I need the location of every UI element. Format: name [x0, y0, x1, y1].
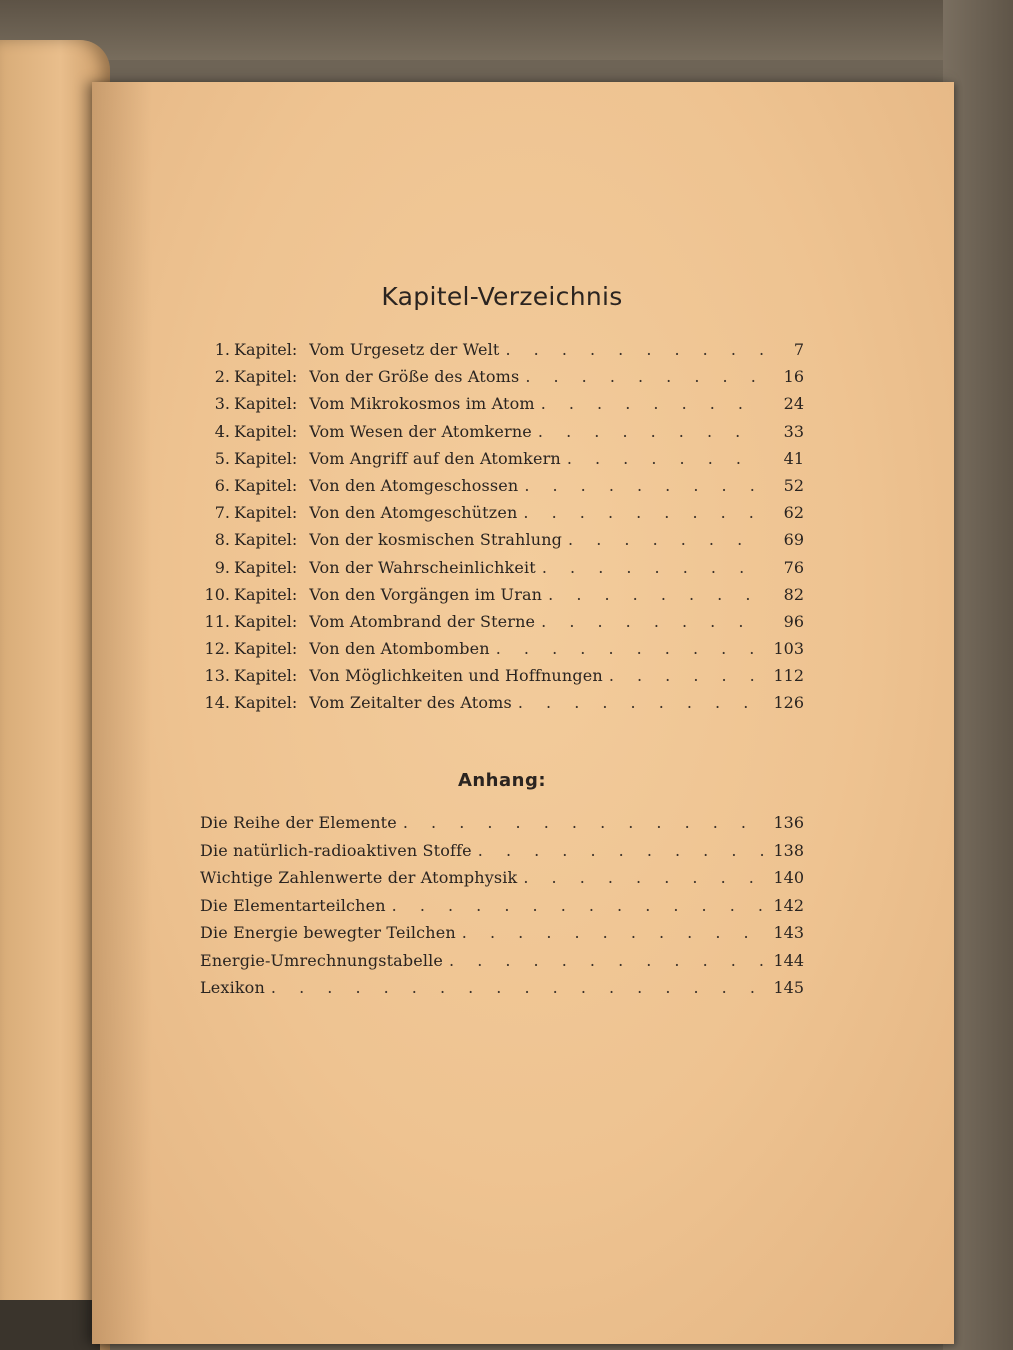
dot-leader: [524, 476, 764, 495]
toc-chapter-row: [200, 585, 804, 612]
chapter-number: 7.: [214, 503, 230, 523]
toc-appendix-row: [200, 978, 804, 1006]
toc-chapter-row: [200, 476, 804, 503]
chapter-title: Von den Atombomben: [309, 639, 490, 659]
chapter-number: 2.: [214, 367, 230, 387]
appendix-title: Die Elementarteilchen: [200, 895, 386, 915]
dot-leader: [523, 503, 764, 522]
dot-leader: [505, 340, 764, 359]
chapter-title: Vom Wesen der Atomkerne: [309, 421, 532, 441]
gutter-shadow: [92, 82, 152, 1344]
chapter-number: 12.: [204, 639, 230, 659]
chapter-list: [200, 340, 804, 721]
toc-appendix-row: [200, 813, 804, 841]
chapter-label: Kapitel:: [234, 503, 298, 523]
chapter-title: Von der Wahrscheinlichkeit: [309, 557, 536, 577]
page-number: 145: [773, 978, 804, 997]
chapter-label: Kapitel:: [234, 584, 298, 604]
chapter-title: Von den Atomgeschützen: [309, 503, 518, 523]
chapter-number: 5.: [214, 448, 230, 468]
chapter-number: 10.: [204, 584, 230, 604]
page-number: 82: [783, 584, 804, 604]
toc-chapter-row: [200, 449, 804, 476]
chapter-label: Kapitel:: [234, 693, 298, 713]
dot-leader: [403, 813, 764, 832]
book-cover-corner: [0, 1300, 100, 1350]
chapter-title: Vom Zeitalter des Atoms: [309, 693, 512, 713]
toc-chapter-row: [200, 612, 804, 639]
toc-appendix-row: [200, 868, 804, 896]
toc-chapter-row: [200, 666, 804, 693]
table-surface-top: [0, 0, 1013, 60]
chapter-title: Vom Urgesetz der Welt: [309, 340, 500, 359]
chapter-label: Kapitel:: [234, 367, 298, 387]
dot-leader: [496, 639, 764, 658]
appendix-title: Wichtige Zahlenwerte der Atomphysik: [200, 868, 518, 887]
appendix-title: Die Energie bewegter Teilchen: [200, 923, 456, 942]
chapter-label: Kapitel:: [234, 557, 298, 577]
chapter-title: Vom Angriff auf den Atomkern: [309, 448, 561, 468]
dot-leader: [541, 394, 764, 413]
page-number: 126: [773, 693, 804, 713]
chapter-label: Kapitel:: [234, 475, 298, 495]
chapter-number: 11.: [204, 611, 230, 631]
dot-leader: [538, 422, 764, 441]
page-number: 62: [783, 503, 804, 523]
toc-chapter-row: [200, 639, 804, 666]
page-number: 96: [783, 611, 804, 631]
page-number: 140: [773, 868, 804, 887]
dot-leader: [449, 951, 764, 970]
page-number: 138: [773, 840, 804, 860]
toc-chapter-row: [200, 422, 804, 449]
chapter-number: 6.: [214, 475, 230, 495]
dot-leader: [478, 841, 764, 860]
chapter-title: Von den Vorgängen im Uran: [309, 584, 543, 604]
appendix-title: Energie-Umrechnungstabelle: [200, 950, 444, 970]
toc-chapter-row: [200, 394, 804, 421]
dot-leader: [525, 367, 764, 386]
chapter-number: 1.: [214, 340, 230, 359]
dot-leader: [567, 449, 764, 468]
chapter-number: 4.: [214, 421, 230, 441]
book-page: [92, 82, 954, 1344]
page-number: 33: [783, 421, 804, 441]
toc-appendix-row: [200, 896, 804, 924]
page-number: 112: [773, 666, 804, 686]
chapter-label: Kapitel:: [234, 421, 298, 441]
dot-leader: [271, 978, 764, 997]
toc-chapter-row: [200, 530, 804, 557]
page-number: 144: [773, 950, 804, 970]
chapter-title: Vom Mikrokosmos im Atom: [309, 394, 535, 414]
chapter-number: 3.: [214, 394, 230, 414]
toc-chapter-row: [200, 558, 804, 585]
page-number: 136: [773, 813, 804, 832]
chapter-label: Kapitel:: [234, 448, 298, 468]
chapter-label: Kapitel:: [234, 394, 298, 414]
dot-leader: [523, 868, 764, 887]
page-number: 7: [793, 340, 804, 359]
page-number: 16: [783, 367, 804, 387]
page-number: 52: [783, 475, 804, 495]
chapter-label: Kapitel:: [234, 340, 298, 359]
page-number: 69: [783, 530, 804, 550]
appendix-list: [200, 813, 804, 1006]
page-number: 24: [783, 394, 804, 414]
toc-appendix-row: [200, 923, 804, 951]
appendix-title: Lexikon: [200, 978, 265, 997]
dot-leader: [542, 558, 764, 577]
chapter-number: 9.: [214, 557, 230, 577]
page-title: Kapitel-Verzeichnis: [381, 282, 623, 311]
toc-appendix-row: [200, 841, 804, 869]
chapter-title: Vom Atombrand der Sterne: [309, 611, 536, 631]
toc-chapter-row: [200, 340, 804, 367]
dot-leader: [392, 896, 764, 915]
chapter-title: Von der Größe des Atoms: [309, 367, 520, 387]
dot-leader: [462, 923, 764, 942]
chapter-number: 8.: [214, 530, 230, 550]
toc-appendix-row: [200, 951, 804, 979]
chapter-label: Kapitel:: [234, 611, 298, 631]
page-number: 76: [783, 557, 804, 577]
chapter-number: 14.: [204, 693, 230, 713]
chapter-title: Von den Atomgeschossen: [309, 475, 519, 495]
appendix-heading: Anhang:: [457, 770, 547, 791]
chapter-label: Kapitel:: [234, 639, 298, 659]
chapter-title: Von der kosmischen Strahlung: [309, 530, 563, 550]
appendix-title: Die natürlich-radioaktiven Stoffe: [200, 840, 472, 860]
dot-leader: [568, 530, 764, 549]
chapter-title: Von Möglichkeiten und Hoffnungen: [309, 666, 603, 686]
page-number: 41: [783, 448, 804, 468]
dot-leader: [548, 585, 764, 604]
toc-chapter-row: [200, 367, 804, 394]
dot-leader: [518, 693, 764, 712]
chapter-label: Kapitel:: [234, 530, 298, 550]
page-number: 143: [773, 923, 804, 942]
page-number: 142: [773, 895, 804, 915]
chapter-number: 13.: [204, 666, 230, 686]
appendix-title: Die Reihe der Elemente: [200, 813, 397, 832]
dot-leader: [541, 612, 764, 631]
toc-chapter-row: [200, 503, 804, 530]
toc-chapter-row: [200, 693, 804, 720]
page-number: 103: [773, 639, 804, 659]
dot-leader: [609, 666, 764, 685]
chapter-label: Kapitel:: [234, 666, 298, 686]
